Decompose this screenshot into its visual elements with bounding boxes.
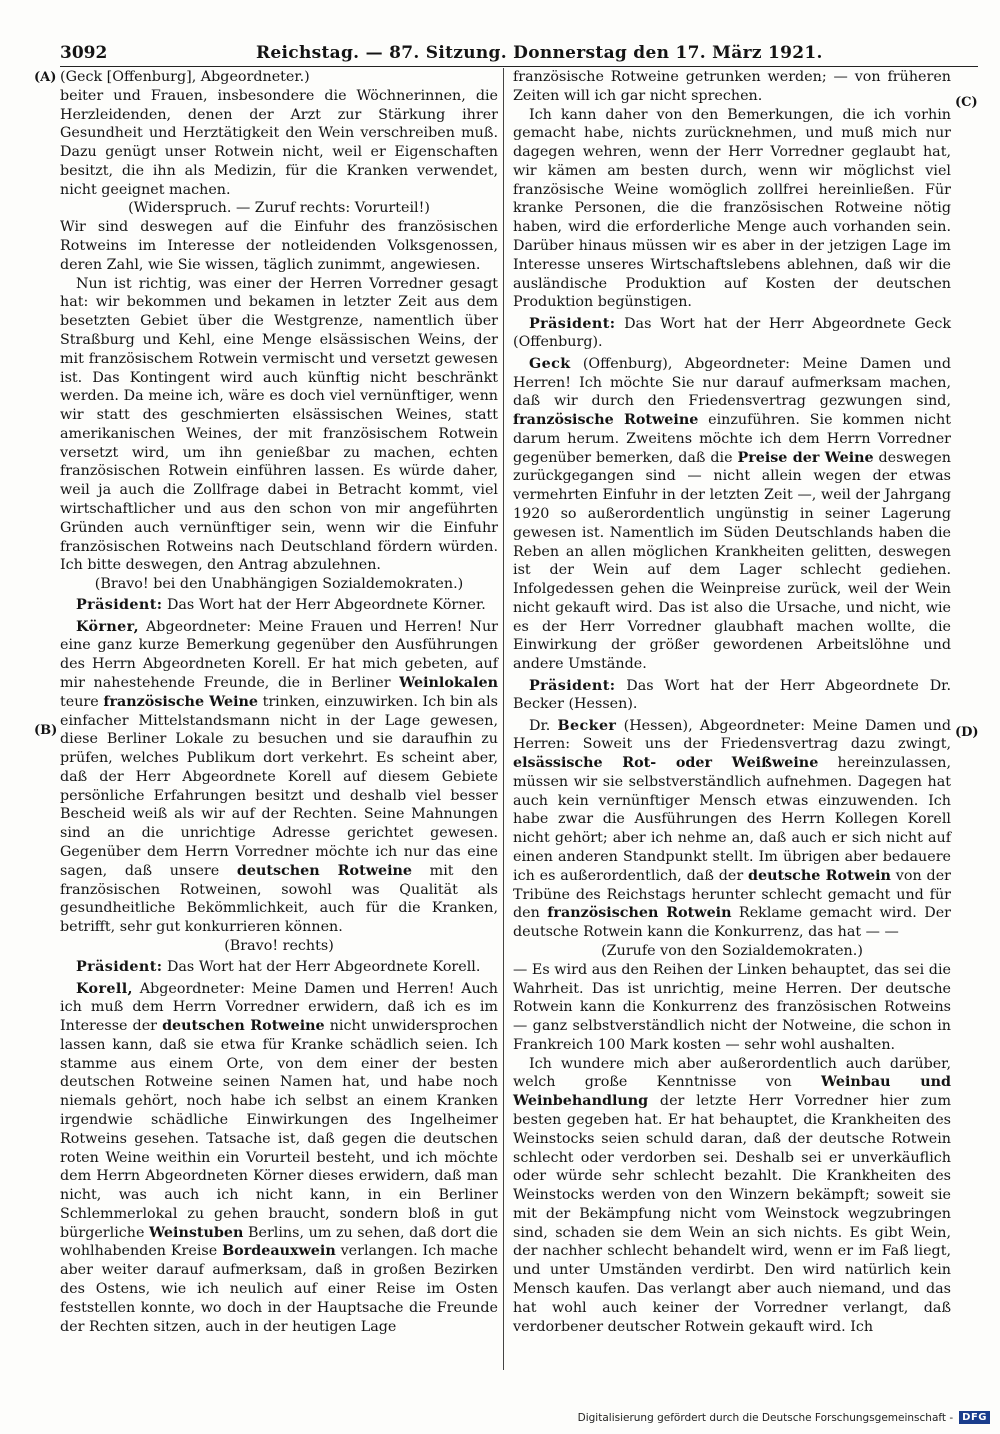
speaker-name: Korell, xyxy=(76,980,133,997)
column-divider xyxy=(503,68,504,1370)
margin-mark-c: (C) xyxy=(955,95,978,110)
footer-text: Digitalisierung gefördert durch die Deutsche Forschungsgemeinschaft - xyxy=(577,1411,954,1424)
speaker-name: Körner, xyxy=(76,618,139,635)
dfg-logo: DFG xyxy=(959,1411,990,1424)
speech: Geck (Offenburg), Abgeordneter: Meine Damen und Herren! Ich möchte Sie nur darauf aufmerksam machen, daß wir durch den Friedensvertrag gezwungen sind, französische Rotweine einzuführen. Sie kommen nicht darum herum. Zweitens möchte ich dem Herrn Vorredner gegenüber bemerken, daß die Preise der Weine deswegen zurückgegangen sind — nicht allein wegen der etwas vermehrten Einfuhr in der letzten Zeit —, weil der Jahrgang 1920 so außerordentlich ungünstig in seiner Lagerung gewesen ist. Namentlich im Süden Deutschlands haben die Reben an allen möglichen Krankheiten gelitten, deswegen ist der Wein auf dem Lager schlecht gediehen. Infolgedessen gehen die Weinpreise zurück, weil der Wein nicht gekauft wird. Das ist also die Ursache, und nicht, wie es der Herr Vorredner glaubhaft machen wollte, die Einwirkung der größer gewordenen Arbeitslöhne und andere Umstände. xyxy=(513,355,951,673)
speech: Korell, Abgeordneter: Meine Damen und Herren! Auch ich muß dem Herrn Vorredner erwidern, daß ich es im Interesse der deutschen Rotweine nicht unwidersprochen lassen kann, daß sie etwa für Kranke schädlich seien. Ich stamme aus einem Orte, von dem einer der besten deutschen Rotweine seinen Namen hat, und habe noch niemals gehört, noch habe ich selbst an einem Kranken irgendwie schädliche Einwirkungen des Ingelheimer Rotweins gesehen. Tatsache ist, daß gegen die deutschen roten Weine weithin ein Vorurteil besteht, und ich möchte dem Herrn Abgeordneten Körner dieses erwidern, daß man nicht, was auch ich nicht kann, in ein Berliner Schlemmerlokal zu gehen braucht, sondern bloß in gut bürgerliche Weinstuben Berlins, um zu sehen, daß dort die wohlhabenden Kreise Bordeauxwein verlangen. Ich mache aber weiter darauf aufmerksam, daß in großen Bezirken des Ostens, wie ich neulich auf einer Reise im Osten feststellen konnte, wo doch in der Hauptsache die Freunde der Rechten sitzen, auch in der heutigen Lage xyxy=(60,980,498,1335)
speech: Dr. Becker (Hessen), Abgeordneter: Meine Damen und Herren: Soweit uns der Friedensvertrag dazu zwingt, elsässische Rot- oder Weißweine hereinzulassen, müssen wir sie selbstverständlich aufnehmen. Dagegen hat auch kein vernünftiger Mensch etwas einzuwenden. Ich habe zwar die Ausführungen des Herrn Kollegen Korell nicht gehört; aber ich nehme an, daß auch er sich nicht auf einen anderen Standpunkt stellt. Im übrigen aber bedauere ich es außerordentlich, daß der deutsche Rotwein von der Tribüne des Reichstags herunter schlecht gemacht und für den französischen Rotwein Reklame gemacht wird. Der deutsche Rotwein kann die Konkurrenz, das hat — — xyxy=(513,717,951,941)
paragraph: Ich wundere mich aber außerordentlich auch darüber, welch große Kenntnisse von Weinbau und Weinbehandlung der letzte Herr Vorredner hier zum besten gegeben hat. Er hat behauptet, die Krankheiten des Weinstocks seien schuld daran, daß der deutsche Rotwein schlecht oder verdorben sei. Deshalb sei er unverkäuflich oder würde sehr schlecht bezahlt. Die Krankheiten des Weinstocks werden von den Winzern bekämpft; soweit sie mit der Bekämpfung nicht vom Weinstock wegzubringen sind, schaden sie dem Wein an sich nichts. Es gibt Wein, der nachher schlecht behandelt wird, wenn er im Faß liegt, und unter Umständen verdirbt. Den wird natürlich kein Mensch kaufen. Das verlangt aber auch niemand, und das hat wohl auch keiner der Vorredner verlangt, daß verdorbener deutscher Rotwein gekauft wird. Ich xyxy=(513,1055,951,1335)
speaker-name: Präsident: xyxy=(529,315,616,332)
paragraph: beiter und Frauen, insbesondere die Wöchnerinnen, die Herzleidenden, denen der Arzt zur Stärkung ihrer Gesundheit und Herztätigkeit den Wein verschreiben muß. Dazu genügt unser Rotwein nicht, weil er Eigenschaften besitzt, die ihn als Medizin, für die Kranken verwendet, nicht geeignet machen. xyxy=(60,87,498,198)
speaker-continuation-note: (Geck [Offenburg], Abgeordneter.) xyxy=(60,69,310,85)
speaker-turn: Präsident: Das Wort hat der Herr Abgeordnete Korell. xyxy=(76,959,481,976)
margin-mark-a: (A) xyxy=(34,70,57,85)
paragraph: Wir sind deswegen auf die Einfuhr des französischen Rotweins im Interesse der notleidenden Volksgenossen, deren Zahl, wie Sie wissen, täglich zunimmt, angewiesen. xyxy=(60,219,498,273)
margin-mark-d: (D) xyxy=(955,725,979,740)
speaker-name: Geck xyxy=(529,355,571,372)
margin-mark-b: (B) xyxy=(34,723,58,738)
speaker-name: Präsident: xyxy=(76,597,163,614)
speaker-name: Präsident: xyxy=(76,959,163,976)
interjection: (Zurufe von den Sozialdemokraten.) xyxy=(601,942,863,959)
speaker-turn: Präsident: Das Wort hat der Herr Abgeordnete Körner. xyxy=(76,597,486,614)
paragraph: Ich kann daher von den Bemerkungen, die ich vorhin gemacht habe, nichts zurücknehmen, und muß mich nur dagegen wehren, wenn der Herr Vorredner geglaubt hat, wir kämen am besten durch, wenn wir möglichst viel französische Weine womöglich zollfrei hereinließen. Für kranke Personen, die die französischen Rotweine nötig haben, wird die erforderliche Menge auch vorhanden sein. Darüber hinaus müssen wir es aber in der jetzigen Lage im Interesse unseres Wirtschaftslebens ablehnen, daß wir die ausländische Produktion auf Kosten der deutschen Produktion begünstigen. xyxy=(513,106,951,311)
right-column xyxy=(513,68,951,1368)
paragraph: Nun ist richtig, was einer der Herren Vorredner gesagt hat: wir bekommen und bekamen in letzter Zeit aus dem besetzten Gebiet über die Westgrenze, namentlich über Straßburg und Kehl, eine Menge elsässischen Weins, der mit französischem Rotwein vermischt und versetzt gewesen ist. Das Kontingent wird auch künftig nicht beschränkt werden. Da meine ich, wäre es doch viel vernünftiger, wenn wir statt des geschmierten elsässischen Weines, statt amerikanischen Weines, der mit französischem Rotwein versetzt wird, um ihn genießbar zu machen, echten französischen Rotwein einführen lassen. Es würde daher, weil ja auch die Zollfrage dabei in Betracht kommt, viel wirtschaftlicher und aus den schon von mir angeführten Gründen auch vernünftiger sein, wenn wir die Einfuhr französischen Rotweins nach Deutschland fördern würden. Ich bitte deswegen, den Antrag abzulehnen. xyxy=(60,275,498,574)
speaker-turn: Präsident: Das Wort hat der Herr Abgeordnete Dr. Becker (Hessen). xyxy=(513,677,951,713)
page-header xyxy=(60,40,978,67)
interjection: (Bravo! bei den Unabhängigen Sozialdemokraten.) xyxy=(94,576,464,593)
speaker-turn: Präsident: Das Wort hat der Herr Abgeordnete Geck (Offenburg). xyxy=(513,315,951,351)
paragraph: französische Rotweine getrunken werden; — von früheren Zeiten will ich gar nicht sprechen. xyxy=(513,69,951,104)
speaker-name: Präsident: xyxy=(529,677,616,694)
digitization-footer xyxy=(578,1411,990,1424)
speaker-name: Becker xyxy=(557,717,617,734)
speech: Körner, Abgeordneter: Meine Frauen und Herren! Nur eine ganz kurze Bemerkung gegenüber den Ausführungen des Herrn Abgeordneten Korell. Er hat mich gebeten, auf mir nahestehende Freunde, die in Berliner Weinlokalen teure französische Weine trinken, einzuwirken. Ich bin als einfacher Mittelstandsmann nicht in der Lage gewesen, diese Berliner Lokale zu besuchen und sie daraufhin zu prüfen, welches Publikum dort verkehrt. Es scheint aber, daß der Herr Abgeordnete Korell auf diesem Gebiete persönliche Erfahrungen besitzt und deshalb viel besser Bescheid weiß als wir auf der Rechten. Seine Mahnungen sind an die unrichtige Adresse gerichtet gewesen. Gegenüber dem Herrn Vorredner möchte ich nur das eine sagen, daß unsere deutschen Rotweine mit den französischen Rotweinen, sowohl was Qualität als gesundheitliche Bekömmlichkeit, auch für die Kranken, betrifft, sehr gut konkurrieren können. xyxy=(60,618,498,936)
paragraph: — Es wird aus den Reihen der Linken behauptet, das sei die Wahrheit. Das ist unrichtig, meine Herren. Der deutsche Rotwein kann die Konkurrenz des französischen Rotweins — ganz selbstverständlich nicht der Notweine, die schon in Frankreich 100 Mark kosten — sehr wohl aushalten. xyxy=(513,961,951,1053)
left-column xyxy=(60,68,498,1368)
interjection: (Bravo! rechts) xyxy=(224,937,334,954)
interjection: (Widerspruch. — Zuruf rechts: Vorurteil!) xyxy=(128,200,430,217)
running-title: Reichstag. — 87. Sitzung. Donnerstag den 17. März 1921. xyxy=(256,43,823,63)
page-number: 3092 xyxy=(60,43,108,63)
